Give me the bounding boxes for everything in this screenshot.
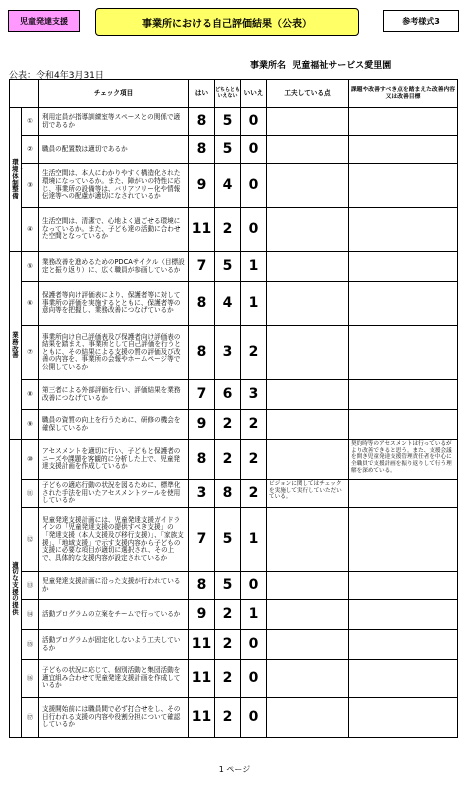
count-yes: 9 <box>189 600 215 630</box>
count-neither: 2 <box>215 698 241 738</box>
table-row <box>10 630 458 660</box>
ingenuity-note <box>267 440 349 480</box>
check-item-text: 子どもの状況に応じて、個別活動と集団活動を適宜組み合わせて児童発達支援計画を作成しているか <box>39 660 189 698</box>
count-neither: 5 <box>215 136 241 164</box>
category-label: 業務改善 <box>10 252 22 440</box>
ingenuity-note <box>267 508 349 572</box>
count-yes: 7 <box>189 380 215 410</box>
header-improvement: 課題や改善すべき点を踏まえた改善内容又は改善目標 <box>349 80 458 108</box>
item-number: ⑯ <box>22 660 39 698</box>
table-row <box>10 698 458 738</box>
page-number: 1 ページ <box>218 765 251 774</box>
count-yes: 7 <box>189 252 215 282</box>
count-yes: 11 <box>189 698 215 738</box>
category-label: 環境・体制整備 <box>10 108 22 252</box>
improvement-note <box>349 630 458 660</box>
item-number: ⑪ <box>22 480 39 508</box>
check-item-text: 保護者等向け評価表により、保護者等に対して事業所の評価を実施するとともに、保護者等の意向等を把握し、業務改善につなげているか <box>39 282 189 326</box>
ingenuity-note <box>267 326 349 380</box>
header-blank <box>10 80 39 108</box>
count-neither: 2 <box>215 630 241 660</box>
check-item-text: 職員の資質の向上を行うために、研修の機会を確保しているか <box>39 410 189 440</box>
header-neither: どちらとも いえない <box>215 80 241 108</box>
check-item-text: 職員の配置数は適切であるか <box>39 136 189 164</box>
count-neither: 2 <box>215 600 241 630</box>
header-yes: はい <box>189 80 215 108</box>
check-item-text: 生活空間は、清潔で、心地よく過ごせる環境になっているか。また、子ども達の活動に合わせた空間となっているか <box>39 208 189 252</box>
check-item-text: 第三者による外部評価を行い、評価結果を業務改善につなげているか <box>39 380 189 410</box>
publication-date: 公表：令和4年3月31日 <box>9 71 104 81</box>
count-yes: 8 <box>189 136 215 164</box>
count-yes: 3 <box>189 480 215 508</box>
count-no: 0 <box>241 164 267 208</box>
improvement-note <box>349 208 458 252</box>
page-title: 事業所における自己評価結果（公表） <box>95 8 359 36</box>
count-yes: 8 <box>189 282 215 326</box>
item-number: ④ <box>22 208 39 252</box>
count-yes: 11 <box>189 208 215 252</box>
count-no: 0 <box>241 108 267 136</box>
ingenuity-note <box>267 136 349 164</box>
check-item-text: 児童発達支援計画には、児童発達支援ガイドラインの「児童発達支援の提供すべき支援」の「発達支援（本人支援及び移行支援）」、「家族支援」、「地域支援」で示す支援内容から子どもの支援に必要な項目が適切に選択され、その上で、具体的な支援内容が設定されているか <box>39 508 189 572</box>
table-row <box>10 480 458 508</box>
ingenuity-note <box>267 630 349 660</box>
count-yes: 7 <box>189 508 215 572</box>
improvement-note <box>349 508 458 572</box>
check-item-text: 活動プログラムの立案をチームで行っているか <box>39 600 189 630</box>
count-neither: 5 <box>215 252 241 282</box>
count-yes: 8 <box>189 108 215 136</box>
ingenuity-note <box>267 572 349 600</box>
improvement-note <box>349 410 458 440</box>
count-no: 0 <box>241 660 267 698</box>
item-number: ⑨ <box>22 410 39 440</box>
item-number: ⑥ <box>22 282 39 326</box>
count-yes: 8 <box>189 326 215 380</box>
check-item-text: 事業所向け自己評価表及び保護者向け評価表の結果を踏まえ、事業所として自己評価を行うとともに、その結果による支援の質の評価及び改善の内容を、事業所の会報やホームページ等で公開しているか <box>39 326 189 380</box>
count-no: 2 <box>241 440 267 480</box>
service-type-badge: 児童発達支援 <box>8 10 80 32</box>
check-item-text: 活動プログラムが固定化しないよう工夫しているか <box>39 630 189 660</box>
count-no: 0 <box>241 208 267 252</box>
item-number: ⑬ <box>22 572 39 600</box>
count-yes: 11 <box>189 630 215 660</box>
improvement-note: 契約時等のアセスメントは行っているがより改善できると思う。また、支援会議を開き児童発達支援管理責任者を中心に全職員で支援計画を振り返りして行う理解を深めている。 <box>349 440 458 480</box>
table-row <box>10 380 458 410</box>
count-yes: 9 <box>189 164 215 208</box>
table-row <box>10 108 458 136</box>
count-no: 2 <box>241 410 267 440</box>
ingenuity-note <box>267 282 349 326</box>
count-no: 3 <box>241 380 267 410</box>
item-number: ③ <box>22 164 39 208</box>
ingenuity-note <box>267 380 349 410</box>
table-row <box>10 440 458 480</box>
self-evaluation-table <box>9 79 458 738</box>
item-number: ⑦ <box>22 326 39 380</box>
table-header-row <box>10 80 458 108</box>
count-no: 1 <box>241 282 267 326</box>
check-item-text: 利用定員が指導訓練室等スペースとの関係で適切であるか <box>39 108 189 136</box>
improvement-note <box>349 600 458 630</box>
table-row <box>10 572 458 600</box>
item-number: ⑮ <box>22 630 39 660</box>
table-row <box>10 326 458 380</box>
item-number: ⑤ <box>22 252 39 282</box>
count-yes: 11 <box>189 660 215 698</box>
check-item-text: 児童発達支援計画に沿った支援が行われているか <box>39 572 189 600</box>
count-no: 0 <box>241 572 267 600</box>
improvement-note <box>349 572 458 600</box>
improvement-note <box>349 164 458 208</box>
count-neither: 5 <box>215 108 241 136</box>
facility-name: 児童福祉サービス愛里園 <box>292 61 392 71</box>
form-number: 参考様式3 <box>383 10 459 32</box>
table-row <box>10 282 458 326</box>
header-no: いいえ <box>241 80 267 108</box>
header-check-item: チェック項目 <box>39 80 189 108</box>
table-row <box>10 600 458 630</box>
item-number: ② <box>22 136 39 164</box>
item-number: ⑰ <box>22 698 39 738</box>
facility-label: 事業所名 <box>250 61 287 71</box>
item-number: ⑩ <box>22 440 39 480</box>
improvement-note <box>349 326 458 380</box>
count-neither: 4 <box>215 282 241 326</box>
ingenuity-note <box>267 600 349 630</box>
item-number: ⑧ <box>22 380 39 410</box>
table-row <box>10 508 458 572</box>
count-neither: 2 <box>215 440 241 480</box>
improvement-note <box>349 108 458 136</box>
item-number: ① <box>22 108 39 136</box>
improvement-note <box>349 282 458 326</box>
improvement-note <box>349 252 458 282</box>
count-no: 2 <box>241 326 267 380</box>
improvement-note <box>349 136 458 164</box>
count-neither: 2 <box>215 410 241 440</box>
ingenuity-note: ビジョンに関してはチェックを実施して実行していただいている。 <box>267 480 349 508</box>
ingenuity-note <box>267 108 349 136</box>
table-row <box>10 660 458 698</box>
check-item-text: 業務改善を進めるためのPDCAサイクル（目標設定と振り返り）に、広く職員が参画しているか <box>39 252 189 282</box>
ingenuity-note <box>267 698 349 738</box>
ingenuity-note <box>267 660 349 698</box>
count-yes: 8 <box>189 572 215 600</box>
count-neither: 5 <box>215 572 241 600</box>
count-yes: 9 <box>189 410 215 440</box>
improvement-note <box>349 698 458 738</box>
ingenuity-note <box>267 164 349 208</box>
table-row <box>10 136 458 164</box>
count-yes: 8 <box>189 440 215 480</box>
ingenuity-note <box>267 208 349 252</box>
facility-name-line <box>250 58 391 71</box>
count-no: 1 <box>241 600 267 630</box>
improvement-note <box>349 380 458 410</box>
count-neither: 8 <box>215 480 241 508</box>
count-no: 0 <box>241 136 267 164</box>
ingenuity-note <box>267 410 349 440</box>
item-number: ⑫ <box>22 508 39 572</box>
count-neither: 3 <box>215 326 241 380</box>
count-neither: 6 <box>215 380 241 410</box>
count-no: 0 <box>241 630 267 660</box>
count-neither: 2 <box>215 208 241 252</box>
table-row <box>10 410 458 440</box>
count-neither: 4 <box>215 164 241 208</box>
check-item-text: アセスメントを適切に行い、子どもと保護者のニーズや課題を客観的に分析した上で、児童発達支援計画を作成しているか <box>39 440 189 480</box>
count-neither: 2 <box>215 660 241 698</box>
check-item-text: 子どもの適応行動の状況を図るために、標準化された手法を用いたアセスメントツールを使用しているか <box>39 480 189 508</box>
check-item-text: 生活空間は、本人にわかりやすく構造化された環境になっているか。また、障がいの特性に応じ、事業所の設備等は、バリアフリー化や情報伝達等への配慮が適切になされているか <box>39 164 189 208</box>
ingenuity-note <box>267 252 349 282</box>
improvement-note <box>349 480 458 508</box>
improvement-note <box>349 660 458 698</box>
item-number: ⑭ <box>22 600 39 630</box>
table-row <box>10 252 458 282</box>
category-label: 適切な支援の提供 <box>10 440 22 738</box>
count-no: 2 <box>241 480 267 508</box>
header-ingenuity: 工夫している点 <box>267 80 349 108</box>
count-no: 0 <box>241 698 267 738</box>
check-item-text: 支援開始前には職員間で必ず打合せをし、その日行われる支援の内容や役割分担について確認しているか <box>39 698 189 738</box>
table-row <box>10 208 458 252</box>
count-no: 1 <box>241 508 267 572</box>
count-no: 1 <box>241 252 267 282</box>
count-neither: 5 <box>215 508 241 572</box>
table-row <box>10 164 458 208</box>
